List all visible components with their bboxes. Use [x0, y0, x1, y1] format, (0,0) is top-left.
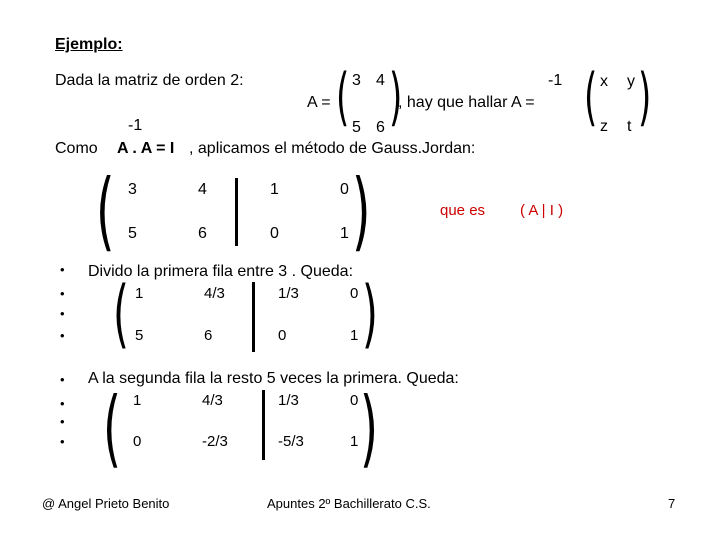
- augmented-cell: 3: [128, 181, 137, 198]
- bullet: •: [60, 306, 65, 321]
- augmented-cell: 5: [128, 225, 137, 242]
- step-1-divider: [252, 282, 255, 352]
- bullet: •: [60, 372, 65, 387]
- matrix-a-cell: 3: [352, 72, 361, 89]
- inverse-exponent: -1: [548, 72, 563, 89]
- step-2-cell: 1: [133, 392, 142, 409]
- step-2-text: A la segunda fila la resto 5 veces la primera. Queda:: [88, 370, 459, 387]
- augmented-cell: 1: [340, 225, 349, 242]
- augmented-cell: 1: [270, 181, 279, 198]
- matrix-x-left-paren: (: [584, 60, 598, 133]
- slide-heading: Ejemplo:: [55, 36, 123, 53]
- augmented-left-paren: (: [96, 161, 115, 261]
- matrix-x-cell: z: [600, 118, 608, 135]
- step-2-cell: -5/3: [278, 433, 304, 450]
- bullet: •: [60, 286, 65, 301]
- matrix-x-cell: y: [627, 73, 635, 90]
- matrix-a-cell: 6: [376, 119, 385, 136]
- augmented-cell: 0: [340, 181, 349, 198]
- matrix-a-right-paren: ): [389, 60, 403, 133]
- a-i-label: ( A | I ): [520, 202, 564, 219]
- page-number: 7: [668, 496, 676, 511]
- bullet: •: [60, 434, 65, 449]
- step-2-divider: [262, 390, 265, 460]
- bullet: •: [60, 414, 65, 429]
- bullet: •: [60, 396, 65, 411]
- intro-text: Dada la matriz de orden 2:: [55, 72, 244, 89]
- matrix-a-cell: 5: [352, 119, 361, 136]
- step-2-left-paren: (: [103, 379, 122, 477]
- como-expression: A . A = I: [117, 140, 175, 157]
- step-1-text: Divido la primera fila entre 3 . Queda:: [88, 263, 354, 280]
- step-1-right-paren: ): [362, 271, 378, 357]
- step-2-cell: 0: [133, 433, 142, 450]
- step-1-cell: 1/3: [278, 285, 299, 302]
- step-2-cell: 4/3: [202, 392, 223, 409]
- footer-author: @ Angel Prieto Benito: [42, 496, 170, 511]
- step-2-cell: 0: [350, 392, 359, 409]
- augmented-right-paren: ): [352, 161, 371, 261]
- matrix-a-cell: 4: [376, 72, 385, 89]
- step-1-cell: 4/3: [204, 285, 225, 302]
- step-2-right-paren: ): [360, 379, 379, 477]
- matrix-x-right-paren: ): [638, 60, 652, 133]
- como-prefix: Como: [55, 140, 98, 157]
- matrix-x-cell: x: [600, 73, 608, 90]
- como-exponent: -1: [128, 117, 143, 134]
- step-2-cell: 1/3: [278, 392, 299, 409]
- matrix-a-left-paren: (: [336, 60, 350, 133]
- como-suffix: , aplicamos el método de Gauss.Jordan:: [189, 140, 476, 157]
- bullet: •: [60, 262, 65, 277]
- matrix-x-cell: t: [627, 118, 632, 135]
- que-es-label: que es: [440, 202, 486, 219]
- step-2-cell: -2/3: [202, 433, 228, 450]
- step-1-cell: 0: [278, 327, 287, 344]
- augmented-cell: 0: [270, 225, 279, 242]
- augmented-cell: 6: [198, 225, 207, 242]
- step-2-cell: 1: [350, 433, 359, 450]
- step-1-left-paren: (: [113, 271, 129, 357]
- augmented-cell: 4: [198, 181, 207, 198]
- step-1-cell: 1: [350, 327, 359, 344]
- step-1-cell: 6: [204, 327, 213, 344]
- bullet: •: [60, 328, 65, 343]
- step-1-cell: 0: [350, 285, 359, 302]
- footer-title: Apuntes 2º Bachillerato C.S.: [267, 496, 431, 511]
- a-equals: A =: [307, 94, 331, 111]
- step-1-cell: 5: [135, 327, 144, 344]
- hallar-text: , hay que hallar A =: [398, 94, 535, 111]
- step-1-cell: 1: [135, 285, 144, 302]
- augmented-divider: [235, 178, 238, 246]
